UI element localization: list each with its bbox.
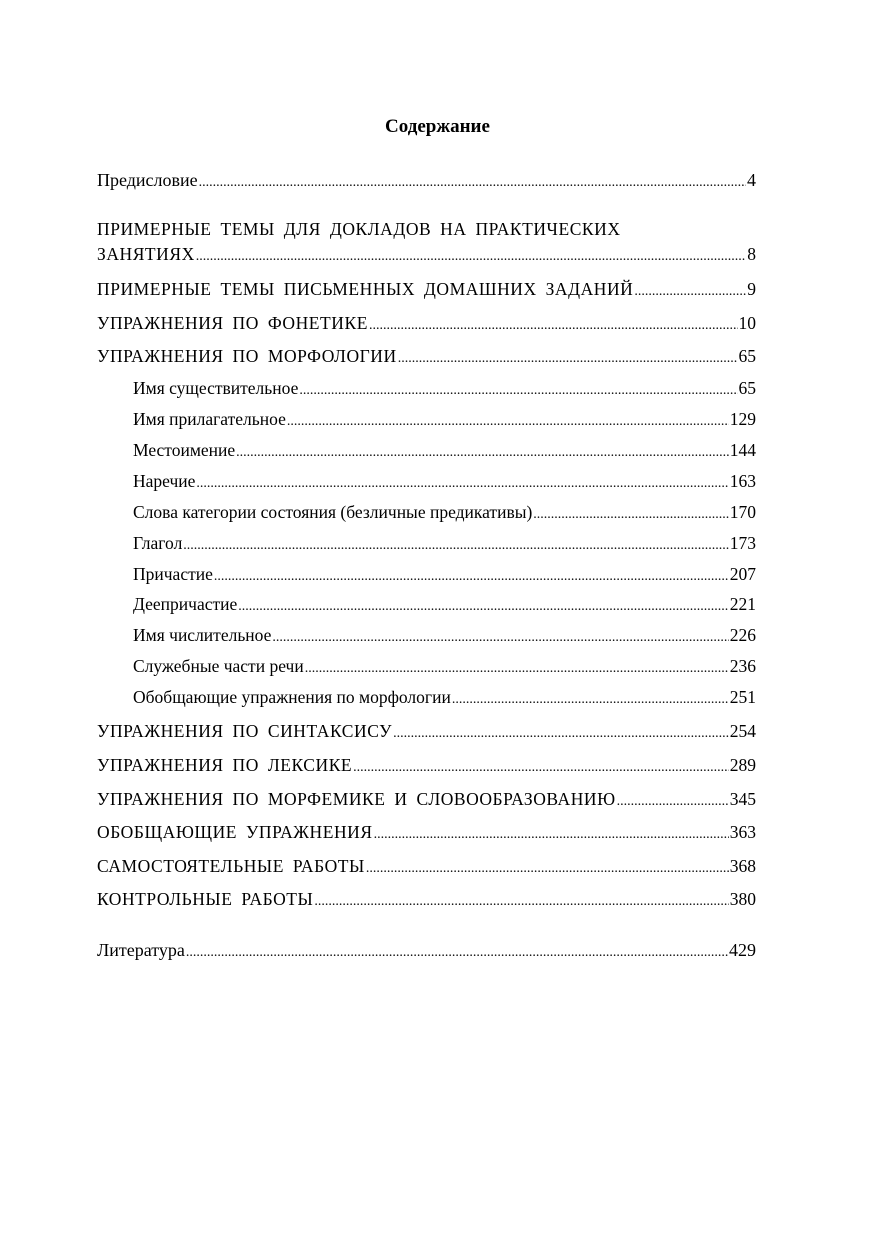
toc-entry-label: УПРАЖНЕНИЯ ПО СИНТАКСИСУ xyxy=(97,721,393,741)
dot-leader xyxy=(393,719,729,746)
toc-entry-label: Имя прилагательное xyxy=(133,409,286,429)
toc-subentry-pronoun xyxy=(133,438,756,462)
toc-entry-homework-topics xyxy=(97,277,756,301)
toc-entry-phonetics xyxy=(97,311,756,335)
dot-leader xyxy=(634,277,746,304)
dot-leader xyxy=(287,407,729,434)
toc-page-number: 173 xyxy=(729,533,756,553)
toc-page-number: 368 xyxy=(729,856,756,876)
toc-entry-label-line1: ПРИМЕРНЫЕ ТЕМЫ ДЛЯ ДОКЛАДОВ НА ПРАКТИЧЕСКИХ xyxy=(97,219,621,239)
toc-entry-label: Имя числительное xyxy=(133,625,272,645)
toc-entry-general-exercises xyxy=(97,820,756,844)
toc-page-number: 363 xyxy=(729,822,756,842)
toc-entry-label: ОБОБЩАЮЩИЕ УПРАЖНЕНИЯ xyxy=(97,822,373,842)
toc-entry-lexicon xyxy=(97,753,756,777)
toc-entry-morphology xyxy=(97,344,756,368)
dot-leader xyxy=(196,242,746,269)
toc-entry-label: Служебные части речи xyxy=(133,656,304,676)
toc-page-number: 207 xyxy=(729,564,756,584)
dot-leader xyxy=(236,438,729,465)
dot-leader xyxy=(183,531,728,558)
toc-entry-report-topics xyxy=(97,242,756,266)
toc-subentry-adjective xyxy=(133,407,756,431)
toc-entry-label: Причастие xyxy=(133,564,213,584)
dot-leader xyxy=(398,344,738,371)
toc-page-number: 226 xyxy=(729,625,756,645)
toc-subentry-state-words xyxy=(133,500,756,524)
toc-subentry-function-words xyxy=(133,654,756,678)
toc-entry-label: Обобщающие упражнения по морфологии xyxy=(133,687,451,707)
dot-leader xyxy=(186,938,728,965)
toc-entry-label: УПРАЖНЕНИЯ ПО ФОНЕТИКЕ xyxy=(97,313,368,333)
toc-page-number: 289 xyxy=(729,755,756,775)
toc-subentry-verb xyxy=(133,531,756,555)
toc-entry-label: Литература xyxy=(97,940,185,960)
toc-entry-morphemics xyxy=(97,787,756,811)
toc-subentry-noun xyxy=(133,376,756,400)
toc-entry-label: Предисловие xyxy=(97,170,198,190)
dot-leader xyxy=(617,787,729,814)
toc-page-number: 221 xyxy=(729,594,756,614)
toc-page-number: 380 xyxy=(729,889,756,909)
dot-leader xyxy=(374,820,729,847)
toc-page-number: 65 xyxy=(738,346,756,366)
toc-page-number: 236 xyxy=(729,656,756,676)
dot-leader xyxy=(353,753,729,780)
toc-entry-literature xyxy=(97,938,756,962)
toc-page-number: 129 xyxy=(729,409,756,429)
toc-page-number: 163 xyxy=(729,471,756,491)
toc-subentry-participle xyxy=(133,562,756,586)
toc-page-number: 251 xyxy=(729,687,756,707)
dot-leader xyxy=(238,592,728,619)
toc-page-number: 170 xyxy=(729,502,756,522)
toc-page-number: 254 xyxy=(729,721,756,741)
toc-subentry-morphology-review xyxy=(133,685,756,709)
page-title: Содержание xyxy=(385,116,490,137)
toc-entry-label: УПРАЖНЕНИЯ ПО ЛЕКСИКЕ xyxy=(97,755,353,775)
dot-leader xyxy=(369,311,738,338)
toc-entry-label: ЗАНЯТИЯХ xyxy=(97,244,195,264)
toc-entry-label: УПРАЖНЕНИЯ ПО МОРФЕМИКЕ И СЛОВООБРАЗОВАНИЮ xyxy=(97,789,616,809)
toc-page-number: 4 xyxy=(747,170,756,190)
toc-page-number: 144 xyxy=(729,440,756,460)
toc-entry-label: Деепричастие xyxy=(133,594,238,614)
toc-subentry-numeral xyxy=(133,623,756,647)
dot-leader xyxy=(533,500,728,527)
toc-subentry-gerund xyxy=(133,592,756,616)
toc-entry-label: Местоимение xyxy=(133,440,236,460)
toc-entry-preface xyxy=(97,168,756,192)
toc-entry-independent-work xyxy=(97,854,756,878)
toc-entry-label: Слова категории состояния (безличные предикативы) xyxy=(133,502,533,522)
toc-entry-syntax xyxy=(97,719,756,743)
toc-page-number: 345 xyxy=(729,789,756,809)
dot-leader xyxy=(272,623,728,650)
toc-entry-label: УПРАЖНЕНИЯ ПО МОРФОЛОГИИ xyxy=(97,346,397,366)
dot-leader xyxy=(366,854,729,881)
toc-subentry-adverb xyxy=(133,469,756,493)
toc-entry-label: Глагол xyxy=(133,533,183,553)
dot-leader xyxy=(299,376,737,403)
dot-leader xyxy=(305,654,729,681)
toc-entry-label: ПРИМЕРНЫЕ ТЕМЫ ПИСЬМЕННЫХ ДОМАШНИХ ЗАДАНИЙ xyxy=(97,279,634,299)
dot-leader xyxy=(199,168,746,195)
toc-page-number: 429 xyxy=(729,940,756,960)
toc-entry-label: САМОСТОЯТЕЛЬНЫЕ РАБОТЫ xyxy=(97,856,365,876)
toc-entry-label: КОНТРОЛЬНЫЕ РАБОТЫ xyxy=(97,889,314,909)
toc-entry-label: Имя существительное xyxy=(133,378,299,398)
dot-leader xyxy=(196,469,728,496)
dot-leader xyxy=(214,562,729,589)
toc-entry-tests xyxy=(97,887,756,911)
toc-page-number: 65 xyxy=(738,378,756,398)
dot-leader xyxy=(314,887,728,914)
toc-page-number: 8 xyxy=(747,244,756,264)
toc-page-number: 9 xyxy=(747,279,756,299)
toc-entry-label: Наречие xyxy=(133,471,196,491)
toc-page-number: 10 xyxy=(738,313,756,333)
dot-leader xyxy=(452,685,729,712)
